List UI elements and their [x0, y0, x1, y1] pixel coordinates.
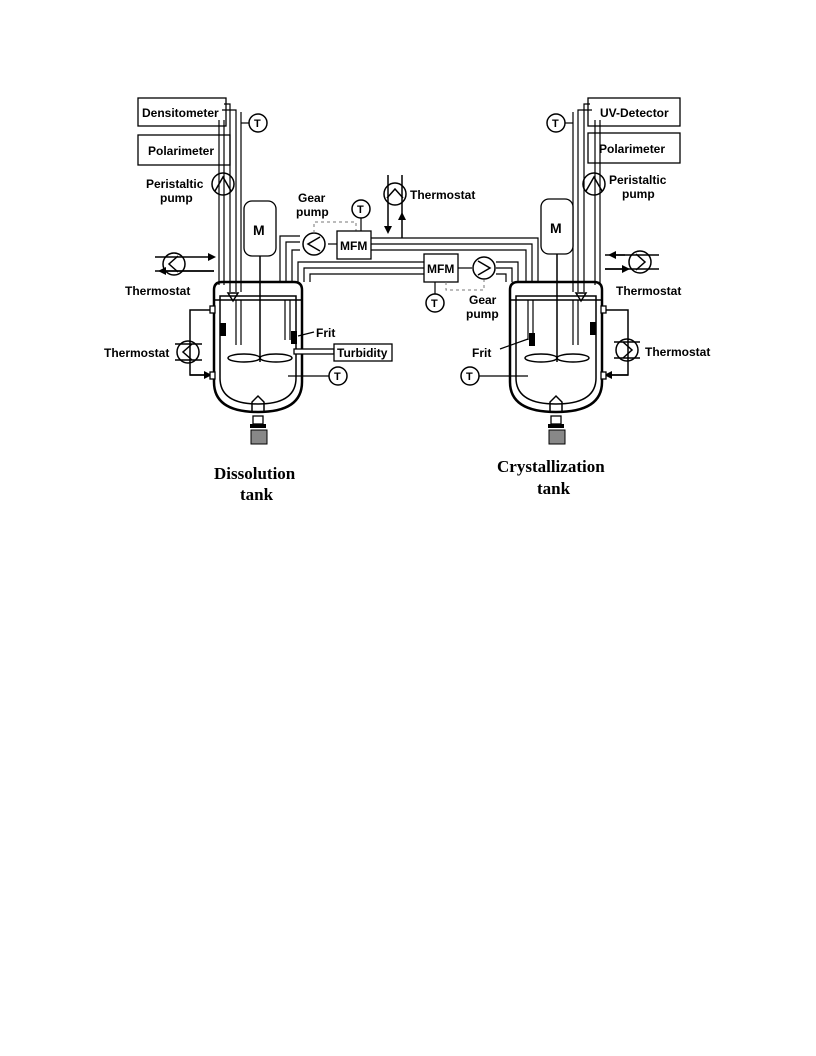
frit-left-label: Frit — [316, 326, 336, 340]
thermostat-right-lower-label: Thermostat — [645, 345, 711, 359]
mfm-right-label: MFM — [427, 262, 455, 276]
frit-right-a — [529, 333, 535, 346]
stirrer-left — [228, 354, 260, 362]
thermostat-right-upper-label: Thermostat — [616, 284, 682, 298]
peristaltic-pump-left-label-1: Peristaltic — [146, 177, 204, 191]
thermostat-top-label: Thermostat — [410, 188, 476, 202]
stirrer-right — [525, 354, 557, 362]
polarimeter-left-label: Polarimeter — [148, 144, 215, 158]
gear-pump-icon — [303, 233, 325, 255]
temperature-sensor-icon — [426, 294, 444, 312]
crystallization-caption-1: Crystallization — [497, 457, 605, 476]
gear-pump-icon — [473, 257, 495, 279]
temperature-sensor-icon — [329, 367, 347, 385]
dissolution-caption-2: tank — [240, 485, 274, 504]
peristaltic-pump-icon — [212, 173, 234, 195]
frit-right-b — [590, 322, 596, 335]
svg-text:T: T — [254, 118, 261, 130]
thermostat-left-upper-label: Thermostat — [125, 284, 191, 298]
frit-right-label: Frit — [472, 346, 492, 360]
gear-pump-left-label-1: Gear — [298, 191, 326, 205]
uv-detector-label: UV-Detector — [600, 106, 669, 120]
svg-text:T: T — [431, 298, 438, 310]
temperature-sensor-icon — [461, 367, 479, 385]
peristaltic-pump-left-label-2: pump — [160, 191, 193, 205]
svg-text:T: T — [552, 118, 559, 130]
turbidity-label: Turbidity — [337, 346, 388, 360]
densitometer-label: Densitometer — [142, 106, 219, 120]
frit-left-b — [291, 331, 297, 344]
peristaltic-pump-right-label-2: pump — [622, 187, 655, 201]
motor-right-label: M — [550, 220, 562, 236]
svg-text:T: T — [357, 204, 364, 216]
mfm-left-label: MFM — [340, 239, 368, 253]
svg-text:T: T — [466, 371, 473, 383]
peristaltic-pump-right-label-1: Peristaltic — [609, 173, 667, 187]
dissolution-caption-1: Dissolution — [214, 464, 296, 483]
crystallization-tank-group — [461, 98, 710, 498]
temperature-sensor-icon — [547, 114, 565, 132]
gear-pump-left-label-2: pump — [296, 205, 329, 219]
temperature-sensor-icon — [249, 114, 267, 132]
svg-text:T: T — [334, 371, 341, 383]
polarimeter-right-label: Polarimeter — [599, 142, 666, 156]
motor-left-label: M — [253, 222, 265, 238]
temperature-sensor-icon — [352, 200, 370, 218]
dissolution-tank-group — [104, 98, 392, 504]
crystallization-caption-2: tank — [537, 479, 571, 498]
peristaltic-pump-icon — [583, 173, 605, 195]
frit-left-a — [220, 323, 226, 336]
gear-pump-right-label-2: pump — [466, 307, 499, 321]
gear-pump-right-label-1: Gear — [469, 293, 497, 307]
thermostat-left-lower-label: Thermostat — [104, 346, 170, 360]
transfer-piping — [280, 175, 538, 321]
